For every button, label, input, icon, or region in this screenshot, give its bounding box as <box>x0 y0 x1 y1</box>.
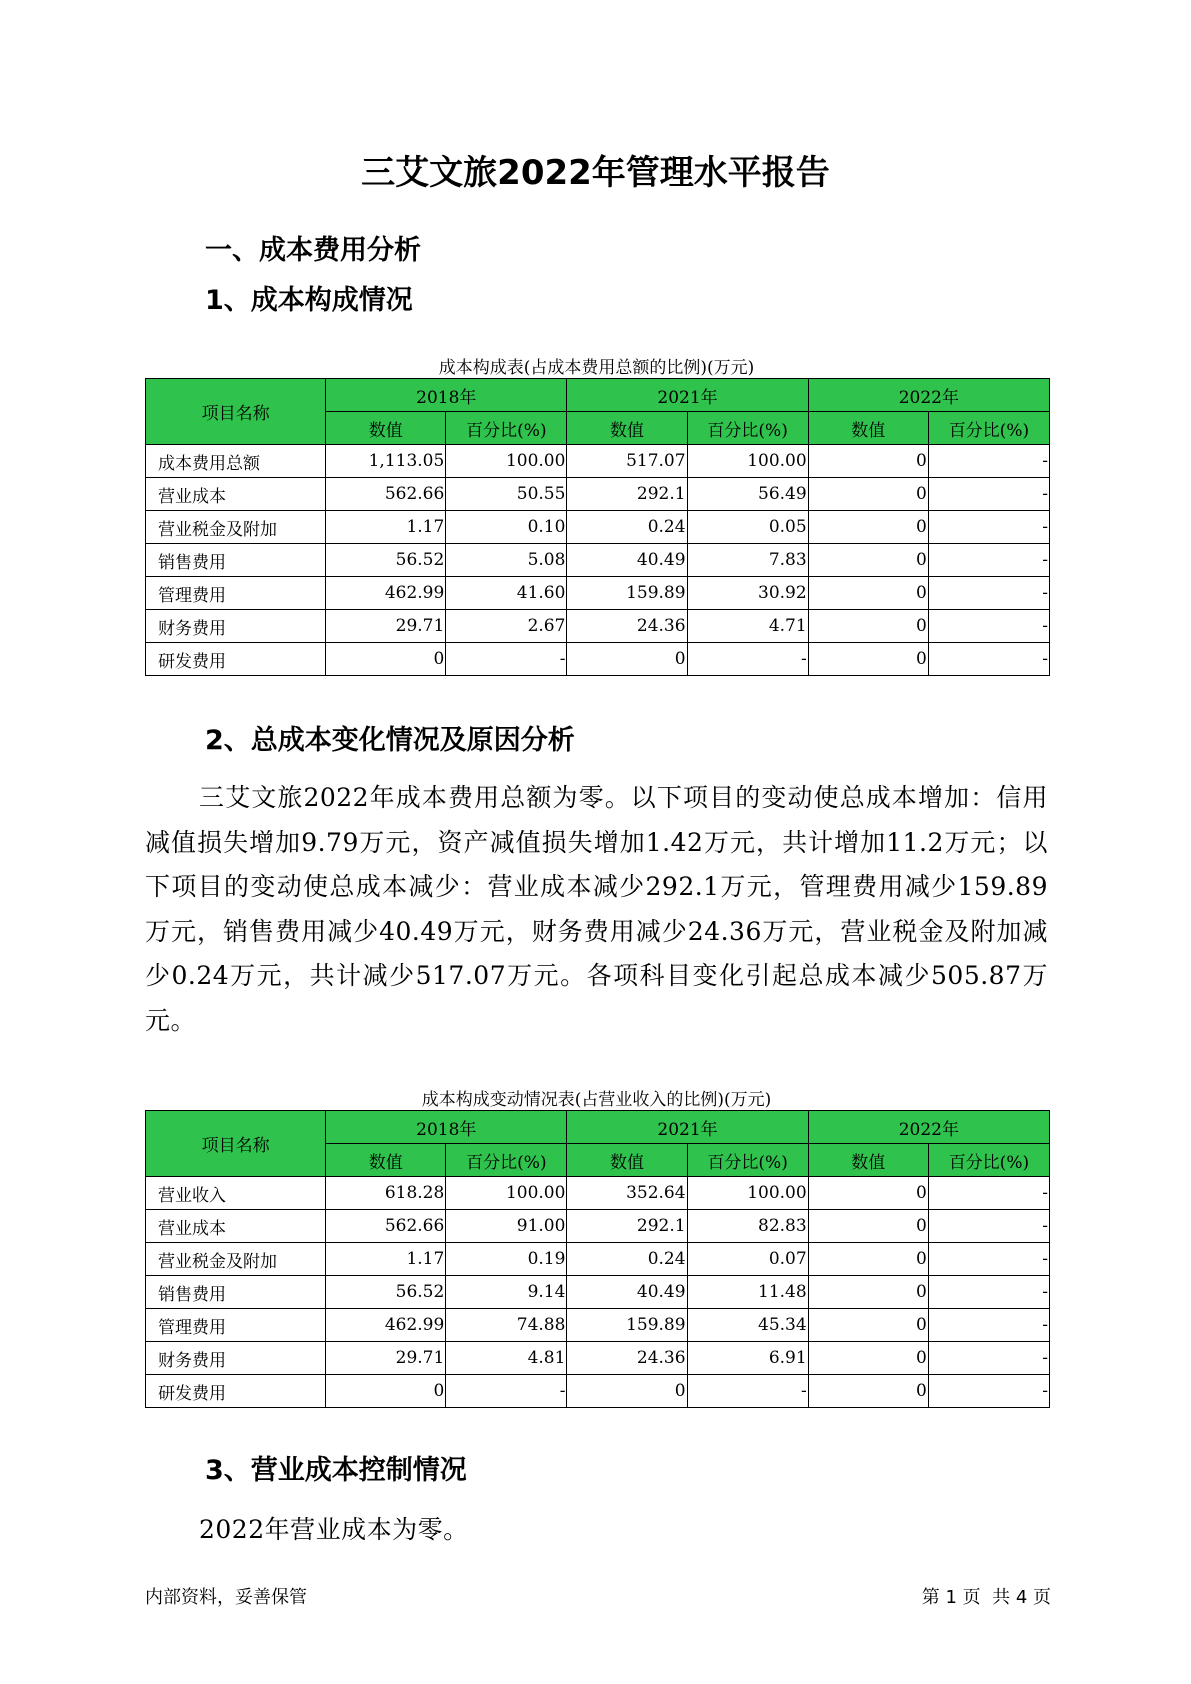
header-year-2018: 2018年 <box>326 1111 567 1144</box>
percent-cell-2021: 82.83 <box>687 1210 808 1243</box>
header-year-2022: 2022年 <box>808 379 1049 412</box>
value-cell-2022: 0 <box>808 610 928 643</box>
value-cell-2021: 0 <box>567 643 687 676</box>
value-cell-2021: 0 <box>567 1375 687 1408</box>
value-cell-2022: 0 <box>808 1243 928 1276</box>
header-value: 数值 <box>326 1144 446 1177</box>
operating-cost-paragraph <box>145 1508 1048 1553</box>
value-cell-2022: 0 <box>808 478 928 511</box>
value-cell-2018: 462.99 <box>326 577 446 610</box>
row-item-name: 营业税金及附加 <box>146 511 326 544</box>
percent-cell-2022: - <box>928 1309 1049 1342</box>
row-item-name: 营业收入 <box>146 1177 326 1210</box>
value-cell-2022: 0 <box>808 445 928 478</box>
percent-cell-2021: 100.00 <box>687 445 808 478</box>
table1-body <box>146 445 1050 676</box>
table1-caption: 成本构成表(占成本费用总额的比例)(万元) <box>438 358 755 378</box>
percent-cell-2022: - <box>928 1276 1049 1309</box>
header-percent: 百分比(%) <box>446 412 567 445</box>
percent-cell-2021: 6.91 <box>687 1342 808 1375</box>
percent-cell-2022: - <box>928 1243 1049 1276</box>
table-row <box>146 478 1050 511</box>
header-percent: 百分比(%) <box>928 1144 1049 1177</box>
table2-caption: 成本构成变动情况表(占营业收入的比例)(万元) <box>421 1090 772 1110</box>
percent-cell-2021: 4.71 <box>687 610 808 643</box>
value-cell-2022: 0 <box>808 1276 928 1309</box>
value-cell-2022: 0 <box>808 577 928 610</box>
percent-cell-2018: 50.55 <box>446 478 567 511</box>
percent-cell-2022: - <box>928 1342 1049 1375</box>
table-row <box>146 1210 1050 1243</box>
table-row <box>146 1276 1050 1309</box>
percent-cell-2022: - <box>928 1210 1049 1243</box>
value-cell-2018: 462.99 <box>326 1309 446 1342</box>
percent-cell-2018: 100.00 <box>446 445 567 478</box>
header-year-2018: 2018年 <box>326 379 567 412</box>
percent-cell-2018: 0.19 <box>446 1243 567 1276</box>
table-row <box>146 445 1050 478</box>
percent-cell-2021: 0.07 <box>687 1243 808 1276</box>
table-row <box>146 1309 1050 1342</box>
row-item-name: 管理费用 <box>146 1309 326 1342</box>
section-heading-cost-analysis: 一、成本费用分析 <box>205 235 421 266</box>
table-row <box>146 610 1050 643</box>
percent-cell-2021: - <box>687 643 808 676</box>
value-cell-2021: 24.36 <box>567 1342 687 1375</box>
value-cell-2018: 56.52 <box>326 544 446 577</box>
value-cell-2022: 0 <box>808 544 928 577</box>
row-item-name: 研发费用 <box>146 1375 326 1408</box>
percent-cell-2022: - <box>928 478 1049 511</box>
percent-cell-2022: - <box>928 1177 1049 1210</box>
percent-cell-2018: 4.81 <box>446 1342 567 1375</box>
percent-cell-2021: 30.92 <box>687 577 808 610</box>
percent-cell-2021: 0.05 <box>687 511 808 544</box>
header-item-name: 项目名称 <box>146 379 326 445</box>
value-cell-2021: 159.89 <box>567 1309 687 1342</box>
row-item-name: 管理费用 <box>146 577 326 610</box>
table-row <box>146 544 1050 577</box>
operating-cost-text: 2022年营业成本为零。 <box>199 1515 469 1544</box>
value-cell-2022: 0 <box>808 511 928 544</box>
table-row <box>146 1243 1050 1276</box>
table-row <box>146 1177 1050 1210</box>
percent-cell-2018: 91.00 <box>446 1210 567 1243</box>
value-cell-2018: 1.17 <box>326 1243 446 1276</box>
percent-cell-2018: 41.60 <box>446 577 567 610</box>
value-cell-2021: 0.24 <box>567 511 687 544</box>
percent-cell-2022: - <box>928 577 1049 610</box>
value-cell-2018: 29.71 <box>326 610 446 643</box>
percent-cell-2021: - <box>687 1375 808 1408</box>
value-cell-2022: 0 <box>808 1375 928 1408</box>
percent-cell-2022: - <box>928 544 1049 577</box>
subheading-cost-composition: 1、成本构成情况 <box>205 285 413 316</box>
value-cell-2021: 292.1 <box>567 478 687 511</box>
table-row <box>146 1375 1050 1408</box>
percent-cell-2022: - <box>928 1375 1049 1408</box>
percent-cell-2018: 0.10 <box>446 511 567 544</box>
percent-cell-2022: - <box>928 643 1049 676</box>
percent-cell-2018: 100.00 <box>446 1177 567 1210</box>
cost-change-table <box>145 1110 1050 1408</box>
value-cell-2022: 0 <box>808 1177 928 1210</box>
value-cell-2022: 0 <box>808 1309 928 1342</box>
table-row <box>146 1342 1050 1375</box>
value-cell-2018: 0 <box>326 1375 446 1408</box>
footer-page-number: 第 1 页 共 4 页 <box>921 1587 1051 1608</box>
value-cell-2018: 56.52 <box>326 1276 446 1309</box>
row-item-name: 销售费用 <box>146 544 326 577</box>
percent-cell-2021: 45.34 <box>687 1309 808 1342</box>
row-item-name: 成本费用总额 <box>146 445 326 478</box>
row-item-name: 营业成本 <box>146 478 326 511</box>
value-cell-2022: 0 <box>808 643 928 676</box>
value-cell-2021: 24.36 <box>567 610 687 643</box>
percent-cell-2018: 9.14 <box>446 1276 567 1309</box>
subheading-total-cost-change: 2、总成本变化情况及原因分析 <box>205 725 575 756</box>
subheading-operating-cost-control: 3、营业成本控制情况 <box>205 1455 467 1486</box>
percent-cell-2018: - <box>446 1375 567 1408</box>
value-cell-2021: 0.24 <box>567 1243 687 1276</box>
header-value: 数值 <box>567 1144 687 1177</box>
table-row <box>146 511 1050 544</box>
value-cell-2018: 562.66 <box>326 1210 446 1243</box>
header-percent: 百分比(%) <box>687 412 808 445</box>
percent-cell-2022: - <box>928 511 1049 544</box>
header-value: 数值 <box>808 1144 928 1177</box>
row-item-name: 销售费用 <box>146 1276 326 1309</box>
table2-body <box>146 1177 1050 1408</box>
value-cell-2018: 618.28 <box>326 1177 446 1210</box>
percent-cell-2018: 5.08 <box>446 544 567 577</box>
header-percent: 百分比(%) <box>687 1144 808 1177</box>
value-cell-2021: 292.1 <box>567 1210 687 1243</box>
value-cell-2021: 40.49 <box>567 544 687 577</box>
header-value: 数值 <box>326 412 446 445</box>
row-item-name: 营业成本 <box>146 1210 326 1243</box>
header-value: 数值 <box>567 412 687 445</box>
value-cell-2018: 1,113.05 <box>326 445 446 478</box>
header-year-2021: 2021年 <box>567 1111 808 1144</box>
row-item-name: 研发费用 <box>146 643 326 676</box>
percent-cell-2022: - <box>928 610 1049 643</box>
footer-confidential-note: 内部资料，妥善保管 <box>145 1587 307 1608</box>
value-cell-2022: 0 <box>808 1210 928 1243</box>
value-cell-2018: 0 <box>326 643 446 676</box>
header-item-name: 项目名称 <box>146 1111 326 1177</box>
percent-cell-2018: - <box>446 643 567 676</box>
header-year-2022: 2022年 <box>808 1111 1049 1144</box>
percent-cell-2021: 100.00 <box>687 1177 808 1210</box>
value-cell-2021: 352.64 <box>567 1177 687 1210</box>
row-item-name: 营业税金及附加 <box>146 1243 326 1276</box>
value-cell-2018: 562.66 <box>326 478 446 511</box>
value-cell-2018: 1.17 <box>326 511 446 544</box>
table-row <box>146 643 1050 676</box>
row-item-name: 财务费用 <box>146 610 326 643</box>
percent-cell-2018: 2.67 <box>446 610 567 643</box>
cost-change-paragraph <box>145 776 1048 1043</box>
percent-cell-2021: 11.48 <box>687 1276 808 1309</box>
header-percent: 百分比(%) <box>446 1144 567 1177</box>
percent-cell-2022: - <box>928 445 1049 478</box>
percent-cell-2018: 74.88 <box>446 1309 567 1342</box>
percent-cell-2021: 7.83 <box>687 544 808 577</box>
page-title: 三艾文旅2022年管理水平报告 <box>361 153 830 193</box>
value-cell-2021: 159.89 <box>567 577 687 610</box>
value-cell-2021: 40.49 <box>567 1276 687 1309</box>
cost-change-text: 三艾文旅2022年成本费用总额为零。以下项目的变动使总成本增加：信用减值损失增加9.79万元，资产减值损失增加1.42万元，共计增加11.2万元；以下项目的变动使总成本减少：营业成本减少292.1万元，管理费用减少159.89万元，销售费用减少40.49万元，财务费用减少24.36万元，营业税金及附加减少0.24万元，共计减少517.07万元。各项科目变化引起总成本减少505.87万元。 <box>145 783 1048 1035</box>
table-row <box>146 577 1050 610</box>
row-item-name: 财务费用 <box>146 1342 326 1375</box>
header-value: 数值 <box>808 412 928 445</box>
cost-composition-table <box>145 378 1050 676</box>
percent-cell-2021: 56.49 <box>687 478 808 511</box>
header-year-2021: 2021年 <box>567 379 808 412</box>
value-cell-2022: 0 <box>808 1342 928 1375</box>
value-cell-2018: 29.71 <box>326 1342 446 1375</box>
header-percent: 百分比(%) <box>928 412 1049 445</box>
value-cell-2021: 517.07 <box>567 445 687 478</box>
